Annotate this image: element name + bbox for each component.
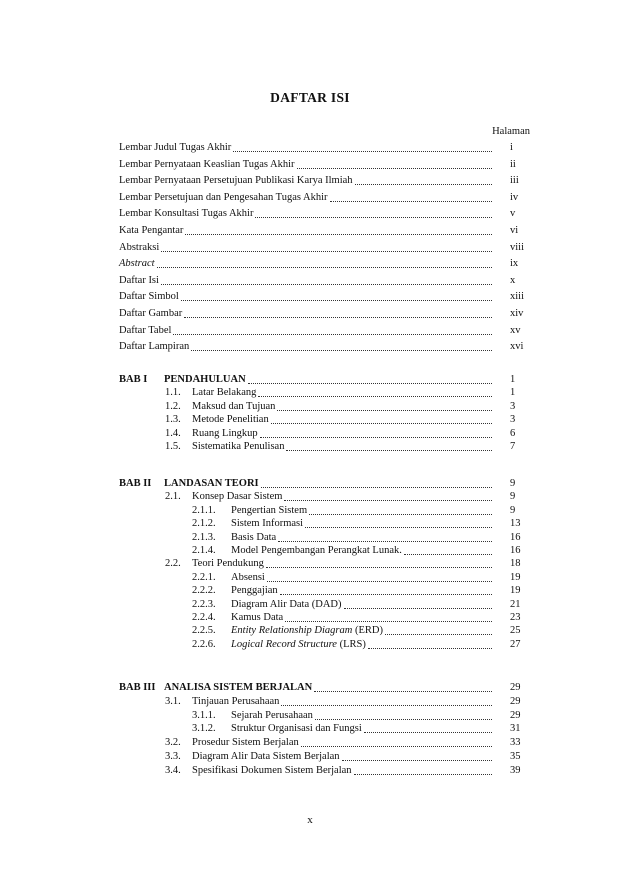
dot-leader <box>297 168 492 169</box>
toc-entry-page: 29 <box>510 682 521 693</box>
toc-entry-label: ANALISA SISTEM BERJALAN <box>164 682 313 693</box>
toc-entry-label: Penggajian <box>231 585 278 597</box>
dot-leader <box>266 567 492 568</box>
toc-entry-page: i <box>510 142 513 153</box>
toc-entry <box>0 400 620 414</box>
toc-entry-page: 18 <box>510 558 521 570</box>
toc-entry-page: 39 <box>510 764 521 776</box>
toc-entry-page: 29 <box>510 695 521 707</box>
toc-entry <box>0 174 620 188</box>
dot-leader <box>364 732 492 733</box>
toc-entry-label: Daftar Lampiran <box>119 341 190 353</box>
dot-leader <box>191 350 492 351</box>
toc-entry-page: 16 <box>510 531 521 543</box>
toc-entry-number: 1.3. <box>165 414 181 426</box>
toc-entry-page: viii <box>510 241 525 253</box>
toc-entry-number: 3.3. <box>165 751 181 762</box>
toc-entry-page: 16 <box>510 545 521 556</box>
toc-entry-number: 3.1.1. <box>192 709 216 721</box>
dot-leader <box>255 217 492 218</box>
toc-entry-number: 3.4. <box>165 764 181 776</box>
toc-entry-page: xvi <box>510 341 524 353</box>
toc-entry <box>0 531 620 545</box>
dot-leader <box>354 774 492 775</box>
toc-entry-number: 2.2. <box>165 558 181 570</box>
toc-entry-page: 1 <box>510 374 516 385</box>
toc-entry-label: Sistematika Penulisan <box>192 441 285 452</box>
toc-entry-page: ii <box>510 158 516 170</box>
toc-entry <box>0 709 620 723</box>
toc-entry <box>0 141 620 155</box>
toc-chapter <box>0 477 620 491</box>
toc-entry-label: Abstract <box>119 258 155 270</box>
dot-leader <box>315 719 492 720</box>
dot-leader <box>404 554 492 555</box>
toc-entry-number: BAB I <box>119 374 148 385</box>
page-title: DAFTAR ISI <box>270 90 350 105</box>
toc-entry <box>0 340 620 354</box>
toc-entry-label: Struktur Organisasi dan Fungsi <box>231 723 362 735</box>
dot-leader <box>233 151 492 152</box>
dot-leader <box>305 527 492 528</box>
toc-entry <box>0 764 620 778</box>
toc-entry-number: 3.1.2. <box>192 723 216 735</box>
toc-entry-page: x <box>510 274 516 286</box>
toc-entry <box>0 257 620 271</box>
toc-entry <box>0 158 620 172</box>
toc-entry-page: 19 <box>510 571 521 583</box>
toc-entry-label: Daftar Isi <box>119 274 159 286</box>
toc-entry-page: 3 <box>510 414 516 426</box>
dot-leader <box>355 184 492 185</box>
toc-entry <box>0 386 620 400</box>
toc-entry-label: Kamus Data <box>231 612 284 623</box>
toc-entry-label: Latar Belakang <box>192 387 257 399</box>
toc-chapter <box>0 373 620 387</box>
toc-entry <box>0 427 620 441</box>
toc-entry-page: 21 <box>510 598 521 610</box>
toc-entry-label: Logical Record Structure (LRS) <box>231 638 366 650</box>
dot-leader <box>161 284 492 285</box>
toc-entry-label: LANDASAN TEORI <box>164 478 259 489</box>
toc-entry <box>0 274 620 288</box>
toc-entry <box>0 624 620 638</box>
toc-entry-label: Basis Data <box>231 531 277 543</box>
toc-entry <box>0 307 620 321</box>
toc-chapter <box>0 681 620 695</box>
toc-entry-page: 25 <box>510 625 521 637</box>
dot-leader <box>301 746 492 747</box>
toc-entry-number: 3.2. <box>165 737 181 749</box>
toc-entry-number: 2.1. <box>165 491 181 503</box>
toc-entry <box>0 584 620 598</box>
dot-leader <box>385 634 492 635</box>
toc-entry-page: 23 <box>510 612 521 623</box>
toc-entry <box>0 695 620 709</box>
dot-leader <box>309 514 492 515</box>
toc-entry-label: Sistem Informasi <box>231 518 304 530</box>
toc-entry-page: 1 <box>510 387 516 399</box>
toc-entry-label: Prosedur Sistem Berjalan <box>192 737 299 749</box>
toc-entry <box>0 611 620 625</box>
toc-entry-number: 1.2. <box>165 400 181 412</box>
toc-entry-page: vi <box>510 225 519 236</box>
toc-entry-page: xiii <box>510 291 525 303</box>
toc-entry-label: Lembar Konsultasi Tugas Akhir <box>119 208 254 220</box>
toc-entry-label: Lembar Pernyataan Keaslian Tugas Akhir <box>119 158 295 170</box>
dot-leader <box>260 437 492 438</box>
dot-leader <box>258 396 492 397</box>
dot-leader <box>314 691 492 692</box>
toc-entry <box>0 638 620 652</box>
dot-leader <box>344 608 492 609</box>
toc-entry <box>0 504 620 518</box>
toc-entry-page: 19 <box>510 585 521 597</box>
toc-entry <box>0 440 620 454</box>
dot-leader <box>161 251 492 252</box>
toc-entry-page: 6 <box>510 427 516 439</box>
toc-entry-page: 9 <box>510 478 516 489</box>
dot-leader <box>278 541 492 542</box>
toc-entry-number: 1.5. <box>165 441 181 452</box>
toc-entry-number: 2.2.5. <box>192 625 216 637</box>
toc-entry-number: 2.1.4. <box>192 545 216 556</box>
toc-entry <box>0 413 620 427</box>
toc-entry-page: v <box>510 208 516 220</box>
toc-entry-label: Diagram Alir Data Sistem Berjalan <box>192 751 340 762</box>
toc-entry-page: 9 <box>510 491 516 503</box>
toc-entry-page: 9 <box>510 504 516 516</box>
toc-entry-number: BAB II <box>119 478 152 489</box>
dot-leader <box>184 317 492 318</box>
toc-entry-label: Spesifikasi Dokumen Sistem Berjalan <box>192 764 352 776</box>
toc-entry-number: 2.2.6. <box>192 638 216 650</box>
dot-leader <box>157 267 492 268</box>
toc-entry <box>0 241 620 255</box>
toc-entry <box>0 191 620 205</box>
toc-entry-page: xiv <box>510 308 524 319</box>
toc-entry-number: 3.1. <box>165 695 181 707</box>
toc-entry-number: 2.2.2. <box>192 585 216 597</box>
toc-entry-page: 3 <box>510 400 516 412</box>
dot-leader <box>368 648 492 649</box>
dot-leader <box>261 487 492 488</box>
toc-entry-label: Daftar Simbol <box>119 291 179 303</box>
toc-entry <box>0 750 620 764</box>
toc-entry-label: Metode Penelitian <box>192 414 269 426</box>
toc-entry-label: Maksud dan Tujuan <box>192 400 276 412</box>
toc-entry-label: Daftar Gambar <box>119 308 183 319</box>
dot-leader <box>267 581 492 582</box>
toc-entry-label: Ruang Lingkup <box>192 427 258 439</box>
toc-entry-number: 2.1.3. <box>192 531 216 543</box>
toc-entry-label: Sejarah Perusahaan <box>231 709 313 721</box>
dot-leader <box>330 201 492 202</box>
dot-leader <box>284 500 492 501</box>
toc-entry-label: Entity Relationship Diagram (ERD) <box>231 625 383 637</box>
toc-entry-label: Konsep Dasar Sistem <box>192 491 283 503</box>
toc-entry <box>0 490 620 504</box>
toc-entry-page: 27 <box>510 638 521 650</box>
toc-entry-label: Teori Pendukung <box>192 558 264 570</box>
dot-leader <box>271 423 492 424</box>
dot-leader <box>277 410 492 411</box>
dot-leader <box>181 300 492 301</box>
dot-leader <box>248 383 492 384</box>
toc-entry-number: 1.1. <box>165 387 181 399</box>
dot-leader <box>286 450 492 451</box>
toc-entry <box>0 722 620 736</box>
toc-entry <box>0 544 620 558</box>
toc-entry-number: 2.1.2. <box>192 518 216 530</box>
toc-entry <box>0 736 620 750</box>
toc-entry-label: Kata Pengantar <box>119 225 184 236</box>
toc-entry-label: Lembar Judul Tugas Akhir <box>119 142 232 153</box>
toc-entry-label: PENDAHULUAN <box>164 374 246 385</box>
toc-entry-number: 2.2.3. <box>192 598 216 610</box>
toc-entry-page: 31 <box>510 723 521 735</box>
toc-entry-page: 33 <box>510 737 521 749</box>
toc-entry <box>0 598 620 612</box>
toc-entry-label: Lembar Pernyataan Persetujuan Publikasi Karya Ilmiah <box>119 175 353 187</box>
dot-leader <box>280 594 492 595</box>
toc-entry-number: BAB III <box>119 682 156 693</box>
toc-entry-page: 29 <box>510 709 521 721</box>
toc-entry <box>0 517 620 531</box>
toc-entry-page: 13 <box>510 518 521 530</box>
toc-entry-label: Model Pengembangan Perangkat Lunak. <box>231 545 402 556</box>
dot-leader <box>342 760 492 761</box>
toc-entry-number: 2.1.1. <box>192 504 216 516</box>
toc-entry <box>0 207 620 221</box>
toc-entry-page: ix <box>510 258 519 270</box>
toc-entry-page: iii <box>510 175 519 187</box>
toc-entry-number: 2.2.1. <box>192 571 216 583</box>
toc-entry <box>0 290 620 304</box>
toc-entry-label: Absensi <box>231 571 265 583</box>
toc-entry-page: xv <box>510 324 521 336</box>
toc-entry-label: Lembar Persetujuan dan Pengesahan Tugas Akhir <box>119 191 328 203</box>
toc-entry-number: 2.2.4. <box>192 612 216 623</box>
toc-entry-page: 35 <box>510 751 521 762</box>
toc-entry-page: iv <box>510 191 519 203</box>
toc-entry-label: Abstraksi <box>119 241 160 253</box>
dot-leader <box>185 234 492 235</box>
toc-entry <box>0 224 620 238</box>
toc-entry-label: Daftar Tabel <box>119 324 172 336</box>
toc-entry-label: Tinjauan Perusahaan <box>192 695 280 707</box>
toc-entry-number: 1.4. <box>165 427 181 439</box>
toc-entry-label: Pengertian Sistem <box>231 504 308 516</box>
dot-leader <box>173 334 492 335</box>
dot-leader <box>285 621 492 622</box>
toc-entry <box>0 571 620 585</box>
toc-entry-page: 7 <box>510 441 516 452</box>
dot-leader <box>281 705 492 706</box>
toc-entry <box>0 557 620 571</box>
toc-entry <box>0 324 620 338</box>
toc-entry-label: Diagram Alir Data (DAD) <box>231 598 342 610</box>
halaman-header: Halaman <box>492 126 530 137</box>
page-number: x <box>307 814 313 826</box>
